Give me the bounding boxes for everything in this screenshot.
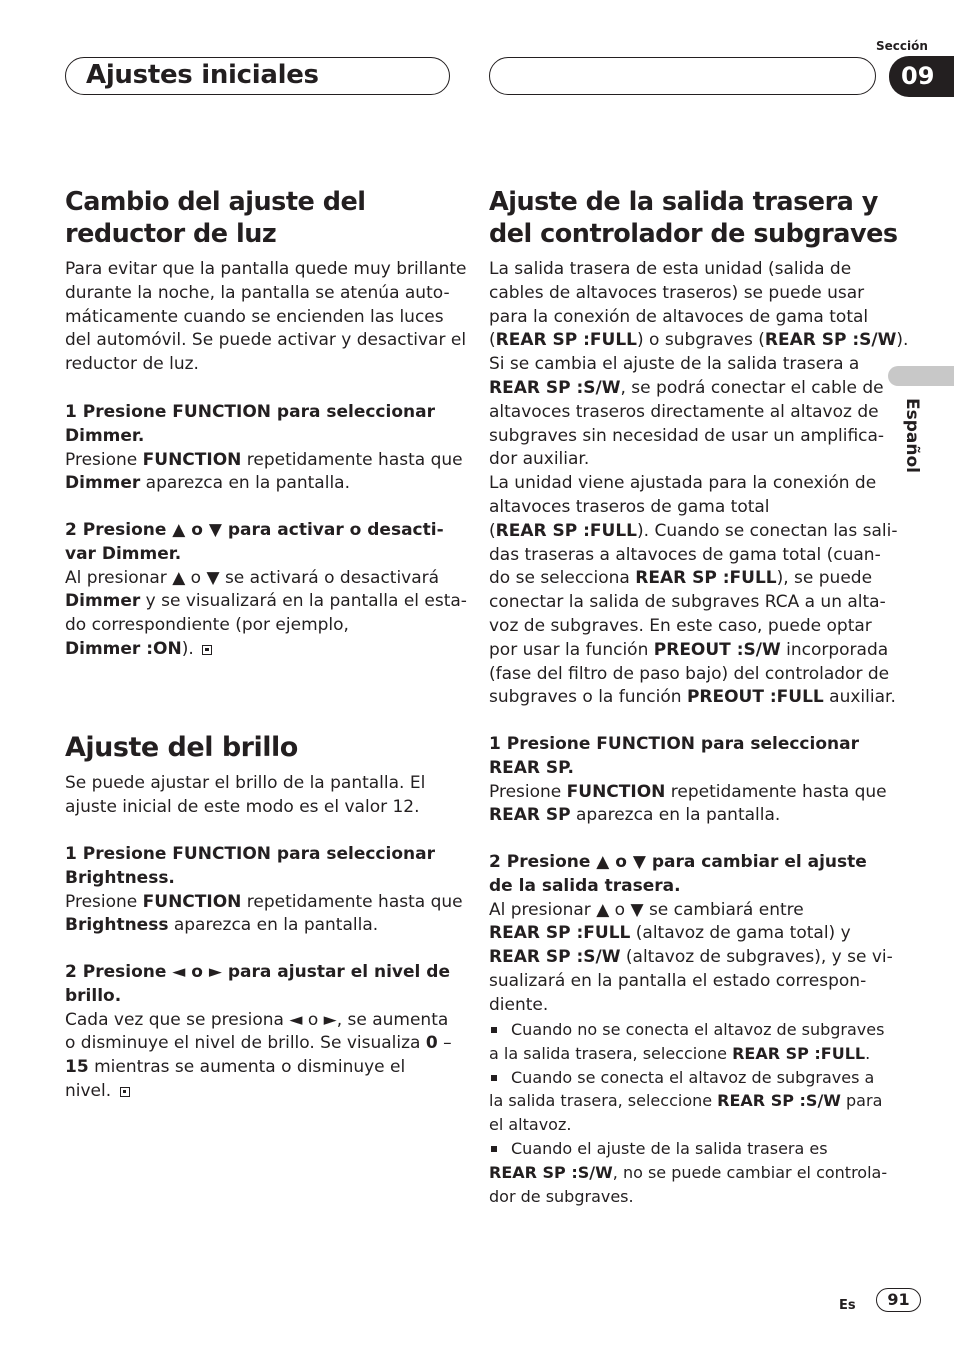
bullet-icon [491, 1146, 497, 1152]
note-2: Cuando se conecta el altavoz de subgraves a [489, 1066, 884, 1090]
dimmer-step-1: 1 Presione FUNCTION para seleccionar Dimmer. Presione FUNCTION repetidamente hasta que Dimmer aparezca en la pantalla. [65, 402, 463, 494]
rear-output-intro: La salida trasera de esta unidad (salida de cables de altavoces traseros) se puede usar para la conexión de altavoces de gama total (REAR SP :FULL) o subgraves (REAR SP :S/W). Si se cambia el ajuste de la salida trasera a REAR SP :S/W, se podrá conectar el cable de altavoces traseros directamente al altavoz de subgraves sin necesidad de usar un amplifica- dor auxiliar. La unidad viene ajustada para la conexión de altavoces traseros de gama total (REAR SP :FULL). Cuando se conectan las sali- das traseras a altavoces de gama total (cuan- do se selecciona REAR SP :FULL), se puede conectar la salida de subgraves RCA a un alta- voz de subgraves. En este caso, puede optar por usar la función PREOUT :S/W incorporada (fase del filtro de paso bajo) del controlador de subgraves o la función PREOUT :FULL auxiliar. [489, 259, 909, 708]
note-3: Cuando el ajuste de la salida trasera es [489, 1137, 884, 1161]
section-title: Ajustes iniciales [86, 60, 319, 90]
section-title-pill [65, 57, 450, 95]
brightness-step-1: 1 Presione FUNCTION para seleccionar Brightness. Presione FUNCTION repetidamente hasta que Brightness aparezca en la pantalla. [65, 844, 463, 936]
end-mark-icon [202, 645, 212, 655]
end-mark-icon [120, 1087, 130, 1097]
rear-output-step-1: 1 Presione FUNCTION para seleccionar REAR SP. Presione FUNCTION repetidamente hasta que REAR SP aparezca en la pantalla. [489, 734, 887, 826]
header-empty-pill [489, 57, 876, 95]
section-label: Sección [876, 39, 928, 53]
bullet-icon [491, 1075, 497, 1081]
heading-dimmer: Cambio del ajuste del reductor de luz [65, 187, 366, 249]
dimmer-step-2: 2 Presione ▲ o ▼ para activar o desacti- var Dimmer. Al presionar ▲ o ▼ se activará o desactivará Dimmer y se visualizará en la pantalla el esta- do correspondiente (por ejemplo, Dimmer :ON). [65, 520, 467, 659]
rear-output-notes: Cuando no se conecta el altavoz de subgraves a la salida trasera, seleccione REAR SP :FULL. Cuando se conecta el altavoz de subgraves a la salida trasera, seleccione REAR SP :S/W para el altavoz. Cuando el ajuste de la salida trasera es REAR SP :S/W, no se puede cambiar el controla- dor de subgraves. [489, 1020, 888, 1206]
language-tab-bar [888, 366, 954, 386]
heading-rear-output: Ajuste de la salida trasera y del controlador de subgraves [489, 187, 898, 249]
brightness-step-2: 2 Presione ◄ o ► para ajustar el nivel de brillo. Cada vez que se presiona ◄ o ►, se aumenta o disminuye el nivel de brillo. Se visualiza 0 – 15 mientras se aumenta o disminuye el nivel. [65, 962, 452, 1101]
page-number: 91 [876, 1288, 921, 1312]
heading-brightness: Ajuste del brillo [65, 732, 298, 763]
brightness-intro: Se puede ajustar el brillo de la pantalla. El ajuste inicial de este modo es el valor 12. [65, 773, 426, 817]
note-1: Cuando no se conecta el altavoz de subgraves [489, 1018, 884, 1042]
language-side-label: Español [902, 398, 922, 473]
footer-language: Es [839, 1298, 856, 1313]
dimmer-intro: Para evitar que la pantalla quede muy brillante durante la noche, la pantalla se atenúa auto- máticamente cuando se encienden las luces del automóvil. Se puede activar y desactivar el reductor de luz. [65, 259, 467, 375]
bullet-icon [491, 1027, 497, 1033]
rear-output-step-2: 2 Presione ▲ o ▼ para cambiar el ajuste de la salida trasera. Al presionar ▲ o ▼ se cambiará entre REAR SP :FULL (altavoz de gama total) y REAR SP :S/W (altavoz de subgraves), y se vi- sualizará en la pantalla el estado correspon- diente. [489, 852, 893, 1015]
section-number-tab: 09 [889, 56, 954, 97]
